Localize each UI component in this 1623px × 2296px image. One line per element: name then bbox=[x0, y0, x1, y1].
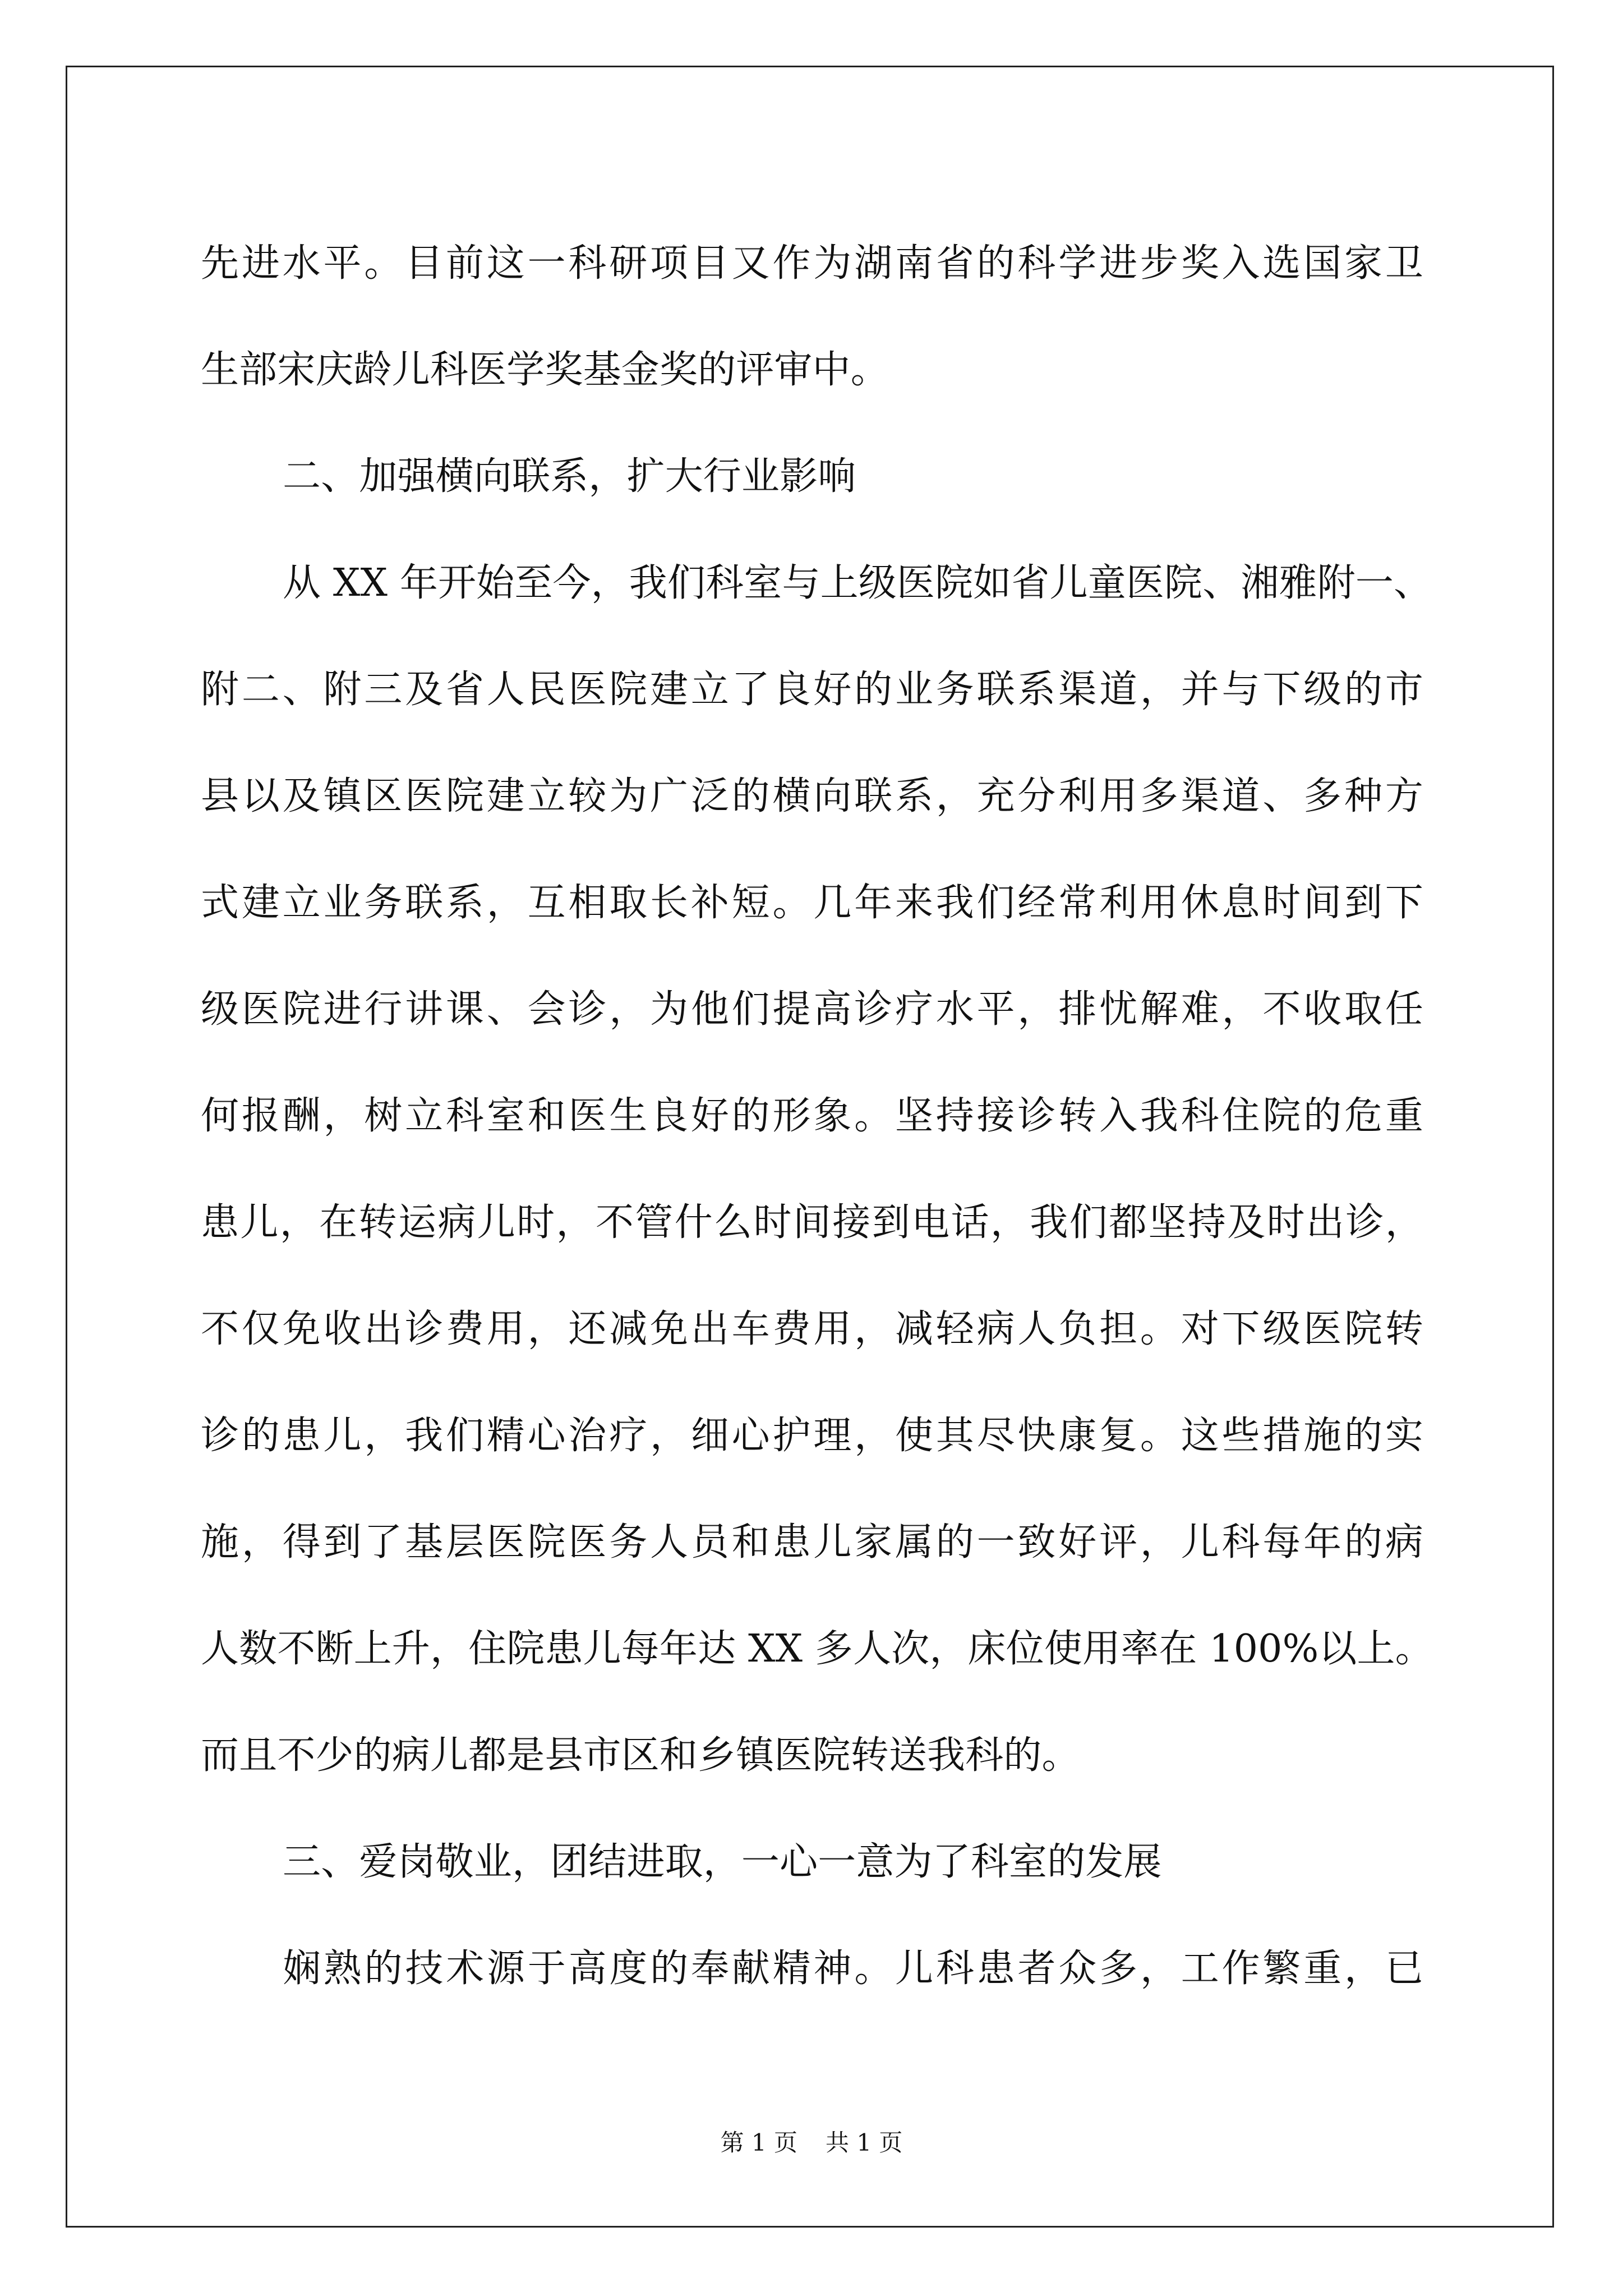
body-line: 何报酬，树立科室和医生良好的形象。坚持接诊转入我科住院的危重 bbox=[201, 1094, 1423, 1138]
body-line: 生部宋庆龄儿科医学奖基金奖的评审中。 bbox=[201, 348, 889, 392]
body-line: 附二、附三及省人民医院建立了良好的业务联系渠道，并与下级的市 bbox=[201, 668, 1423, 712]
body-line: 娴熟的技术源于高度的奉献精神。儿科患者众多，工作繁重，已 bbox=[283, 1947, 1423, 1991]
section-heading: 二、加强横向联系，扩大行业影响 bbox=[283, 454, 856, 499]
body-line: 先进水平。目前这一科研项目又作为湖南省的科学进步奖入选国家卫 bbox=[201, 241, 1423, 286]
section-heading: 三、爱岗敬业，团结进取，一心一意为了科室的发展 bbox=[283, 1840, 1162, 1884]
page-number: 第 1 页 bbox=[720, 2129, 797, 2156]
body-line: 级医院进行讲课、会诊，为他们提高诊疗水平，排忧解难，不收取任 bbox=[201, 987, 1423, 1032]
body-line: 诊的患儿，我们精心治疗，细心护理，使其尽快康复。这些措施的实 bbox=[201, 1414, 1423, 1458]
body-line: 人数不断上升，住院患儿每年达 XX 多人次，床位使用率在 100%以上。 bbox=[201, 1627, 1433, 1671]
body-line: 式建立业务联系，互相取长补短。几年来我们经常利用休息时间到下 bbox=[201, 881, 1423, 925]
body-line: 从 XX 年开始至今，我们科室与上级医院如省儿童医院、湘雅附一、 bbox=[283, 561, 1432, 605]
body-line: 不仅免收出诊费用，还减免出车费用，减轻病人负担。对下级医院转 bbox=[201, 1307, 1423, 1351]
body-line: 县以及镇区医院建立较为广泛的横向联系，充分利用多渠道、多种方 bbox=[201, 774, 1423, 818]
body-line: 而且不少的病儿都是县市区和乡镇医院转送我科的。 bbox=[201, 1733, 1080, 1778]
body-line: 施，得到了基层医院医务人员和患儿家属的一致好评，儿科每年的病 bbox=[201, 1520, 1423, 1565]
page-footer bbox=[0, 2126, 1623, 2160]
body-line: 患儿，在转运病儿时，不管什么时间接到电话，我们都坚持及时出诊， bbox=[201, 1200, 1423, 1245]
page-total: 共 1 页 bbox=[826, 2129, 903, 2156]
document-body bbox=[201, 210, 1433, 2022]
